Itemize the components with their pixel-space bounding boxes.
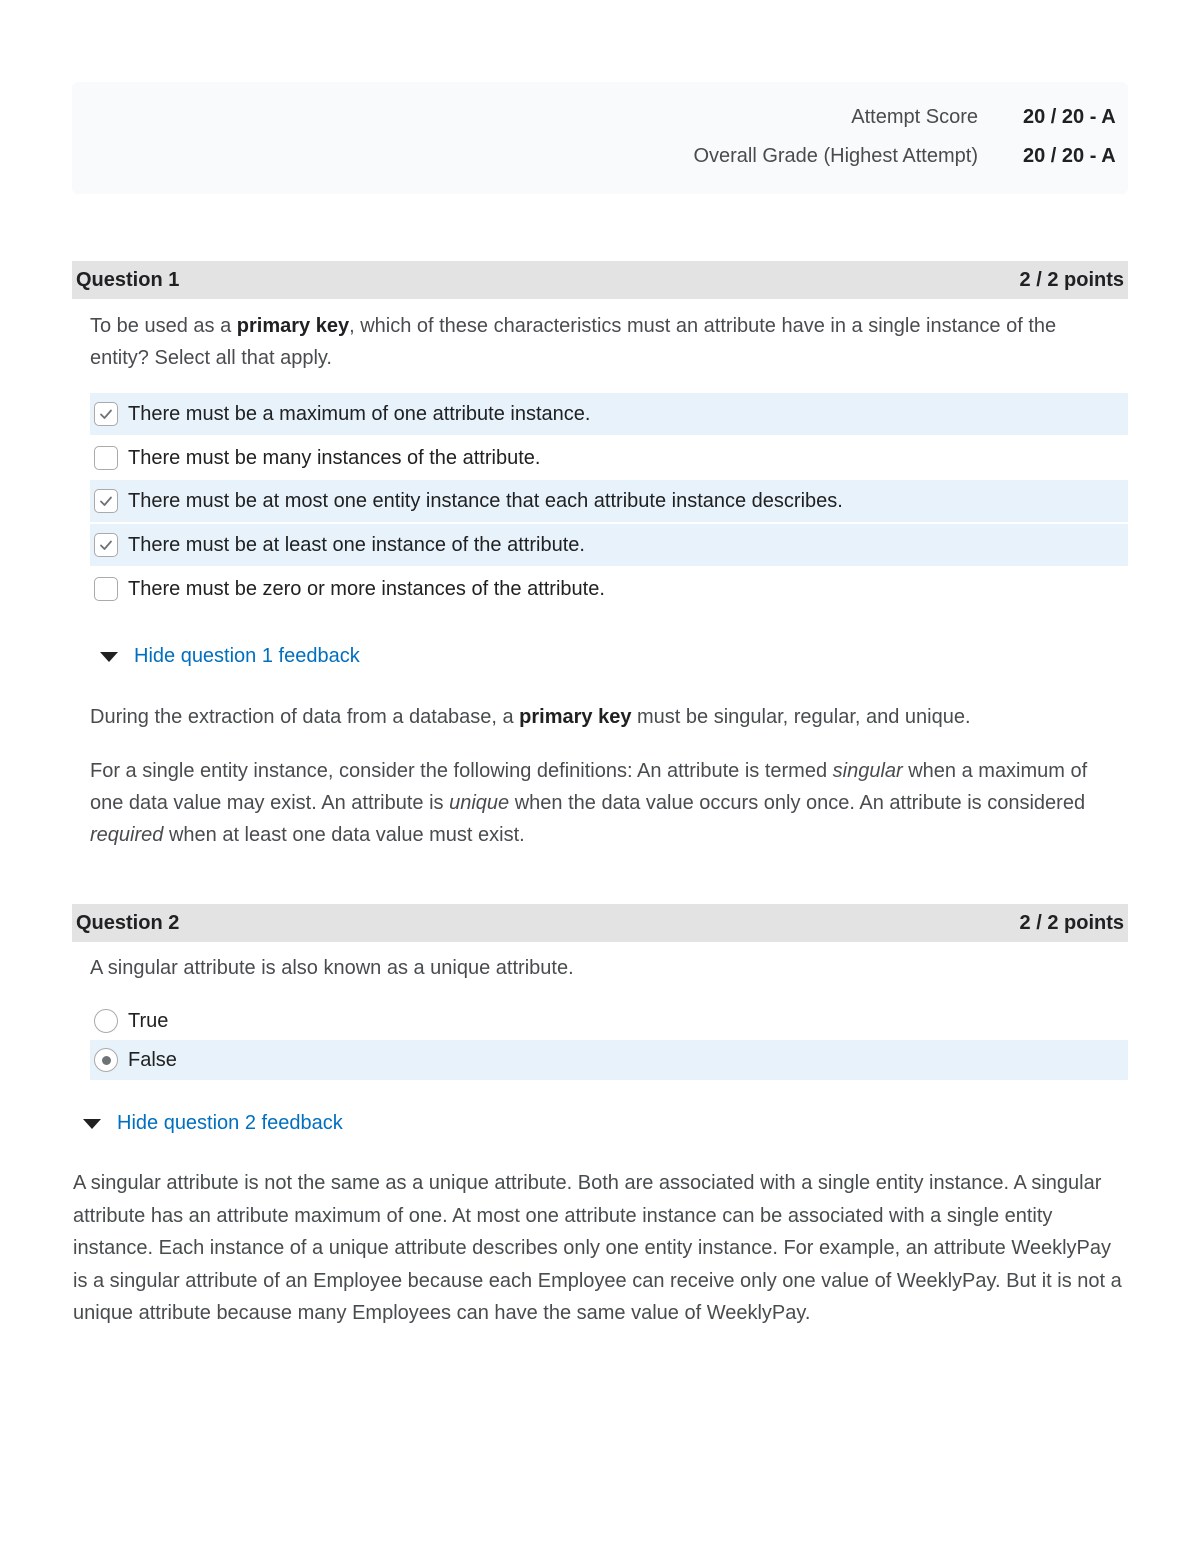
caret-down-icon [83,1119,101,1129]
question-1-text [90,310,1110,374]
question-2-header [72,904,1128,942]
question-2-feedback: A singular attribute is not the same as a unique attribute. Both are associated with a single entity instance. A singular attribute has an attribute maximum of one. At most one attribute instance can be associated with a single entity instance. Each instance of a unique attribute describes only one entity instance. For example, an attribute WeeklyPay is a singular attribute of an Employee because each Employee can receive only one value of WeeklyPay. But it is not a unique attribute because many Employees can have the same value of WeeklyPay. [73,1172,1122,1324]
feedback-text: For a single entity instance, consider the following definitions: An attribute is termed [90,760,833,782]
q1-option-2-label: There must be many instances of the attribute. [128,446,541,469]
question-1-text-part: To be used as a [90,315,237,337]
checkbox[interactable] [94,533,118,557]
feedback-text: when at least one data value must exist. [163,824,525,846]
feedback-text: During the extraction of data from a database, a [90,706,520,728]
score-summary [72,82,1128,194]
hide-question-2-feedback[interactable] [83,1112,343,1135]
q1-option-4-label: There must be at least one instance of the attribute. [128,533,585,556]
question-2-points: 2 / 2 points [1019,911,1124,934]
q2-option-false-label: False [128,1048,177,1071]
hide-question-1-feedback[interactable] [100,645,360,668]
feedback-text: when the data value occurs only once. An attribute is considered [509,792,1086,814]
attempt-score-row [851,102,1128,132]
feedback-text-italic: required [90,824,164,846]
question-1-text-part: , which of these characteristics must an attribute have in a single instance of the entity? Select all that apply. [90,315,1057,369]
q1-option-3-label: There must be at most one entity instance that each attribute instance describes. [128,489,843,512]
feedback-text-italic: singular [832,760,903,782]
check-icon [98,493,114,509]
q1-option-4[interactable] [90,524,1128,566]
feedback-text-bold: primary key [519,706,632,728]
q1-option-5[interactable] [90,568,1128,610]
hide-question-1-feedback-label[interactable]: Hide question 1 feedback [134,645,360,667]
question-1-text-bold: primary key [236,315,350,337]
feedback-paragraph [90,755,1100,851]
radio-dot-icon [102,1056,111,1065]
radio-button[interactable] [94,1009,118,1033]
q1-option-3[interactable] [90,480,1128,522]
check-icon [98,537,114,553]
q2-option-true[interactable] [90,1000,1128,1042]
check-icon [98,406,114,422]
attempt-score-value: 20 / 20 - A [1023,105,1116,128]
hide-question-2-feedback-label[interactable]: Hide question 2 feedback [117,1112,343,1134]
checkbox[interactable] [94,446,118,470]
attempt-score-label: Attempt Score [851,105,978,128]
checkbox[interactable] [94,489,118,513]
q1-option-5-label: There must be zero or more instances of the attribute. [128,577,605,600]
checkbox[interactable] [94,402,118,426]
q2-option-true-label: True [128,1009,169,1032]
question-1-title: Question 1 [76,268,180,291]
question-2-text: A singular attribute is also known as a unique attribute. [90,957,574,979]
q2-option-false[interactable] [90,1040,1128,1080]
question-1-feedback [90,701,1100,851]
feedback-text: must be singular, regular, and unique. [631,706,971,728]
question-1-points: 2 / 2 points [1019,268,1124,291]
feedback-paragraph [90,701,1100,733]
feedback-text: when a maximum of one data value may exist. An attribute is [90,760,1088,814]
feedback-text-italic: unique [449,792,510,814]
overall-grade-value: 20 / 20 - A [1023,144,1116,167]
question-1-header [72,261,1128,299]
q1-option-2[interactable] [90,437,1128,479]
q1-option-1-label: There must be a maximum of one attribute instance. [128,402,591,425]
checkbox[interactable] [94,577,118,601]
overall-grade-row [693,141,1128,171]
caret-down-icon [100,652,118,662]
overall-grade-label: Overall Grade (Highest Attempt) [693,144,978,167]
question-2-title: Question 2 [76,911,180,934]
q1-option-1[interactable] [90,393,1128,435]
radio-button[interactable] [94,1048,118,1072]
